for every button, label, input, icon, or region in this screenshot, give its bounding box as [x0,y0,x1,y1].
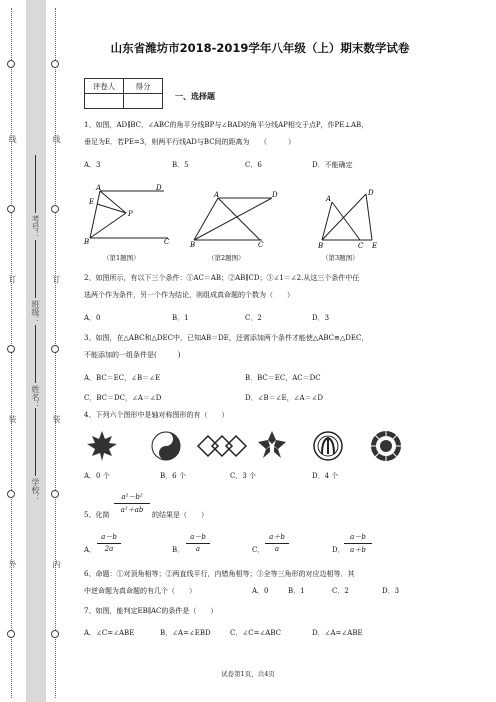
q5-option-c-fraction[interactable] [265,532,289,553]
fig1-label-d: D [156,184,162,192]
fig3-label-d: D [368,189,374,197]
q1-option-b[interactable]: B．5 [172,161,189,169]
school-label: 学校： [31,478,40,502]
score-cell[interactable] [124,94,163,109]
page-footer: 试卷第1页，共4页 [221,670,275,678]
class-label: 班级： [31,300,40,324]
question-2-line2: 选两个作为条件，另一个作为结论，则组成真命题的个数为（ ） [84,291,294,299]
q3-option-a[interactable]: A．BC＝EC，∠B＝∠E [84,374,161,382]
q7-option-a[interactable]: A．∠C=∠ABE [84,629,135,637]
q2-option-d[interactable]: D．3 [312,314,330,322]
fig2-label-a: A [214,191,220,199]
caption-figure-1: （第1题图） [103,254,140,262]
caption-figure-3: （第3题图） [322,254,359,262]
q1-option-d[interactable]: D．不能确定 [312,161,353,169]
outer-cut-line [11,8,13,698]
exam-id-blank[interactable] [35,155,37,213]
q1-option-a[interactable]: A．3 [84,161,101,169]
q1-option-c[interactable]: C．6 [245,161,262,169]
inner-marker-xian: 线 [52,135,61,143]
question-1-line1: 1、如图，AD∥BC，∠ABC的角平分线BP与∠BAD的角平分线AP相交于点P，作PE⊥AB， [84,121,369,129]
q5-option-d-letter[interactable]: D． [332,546,345,554]
grader-cell[interactable] [85,94,124,109]
exam-id-label: 考号： [31,215,40,239]
q4-option-c[interactable]: C．3 个 [230,472,257,480]
question-3-line1: 3、如图，在△ABC和△DEC中，已知AB＝DE，还需添加两个条件才能使△ABC≌△DEC， [84,334,369,342]
question-1-line2: 垂足为E．若PE=3，则两平行线AD与BC间的距离为 （ ） [84,138,296,146]
question-6-line2: 中逆命题为真命题的有几个（ ） [84,587,196,595]
q7-option-b[interactable]: B．∠A=∠EBD [160,629,211,637]
inner-circle [51,205,59,213]
inner-marker-nei: 内 [52,560,61,568]
fig2-label-b: B [190,241,196,248]
q5-option-a-fraction[interactable] [97,532,121,553]
question-3-line2: 不能添加的一组条件是( ) [84,351,181,359]
page-title: 山东省潍坊市2018-2019学年八年级（上）期末数学试卷 [110,41,410,55]
question-5-prefix: 5、化简 [84,511,110,519]
q4-option-b[interactable]: B．6 个 [160,472,186,480]
fig3-label-a: A [326,195,332,203]
q6-option-b[interactable]: B．1 [288,587,305,595]
outer-marker-ding: 订 [8,275,17,283]
q5-option-d-num: a－b [350,533,366,541]
q5-option-a-num: a－b [101,533,117,541]
inner-cut-line [55,8,57,698]
inner-circle [51,60,59,68]
q5-expression-den: a²＋ab [120,506,144,514]
q7-option-d[interactable]: D．∠A=∠ABE [312,629,363,637]
question-5-suffix: 的结果是（ ） [152,511,208,519]
fig2-label-c: C [258,241,264,248]
score-header: 得分 [124,79,163,94]
inner-marker-zhuang: 装 [52,415,61,423]
q2-option-a[interactable]: A．0 [84,314,101,322]
fig1-label-b: B [84,238,90,246]
outer-circle [7,60,15,68]
fig3-label-b: B [318,242,324,248]
question-7 [84,606,424,617]
q3-option-c[interactable]: C．BC＝DC，∠A＝∠D [84,394,162,402]
score-table [84,78,163,109]
sunburst-icon [371,431,401,461]
question-2-line1: 2、如图所示，有以下三个条件：①AC＝AB；②AB∥CD；③∠1＝∠2.从这三个条件中任 [84,274,360,282]
q7-option-c[interactable]: C．∠C=∠ABC [230,629,281,637]
q5-option-a-letter[interactable]: A． [84,546,97,554]
q5-option-b-den: a [195,545,201,553]
outer-circle [7,630,15,638]
q6-option-d[interactable]: D．3 [382,587,400,595]
figure-2 [190,190,280,248]
inner-circle [51,630,59,638]
q5-expression-num: a²－b² [121,493,143,501]
fig2-label-d: D [272,191,278,199]
question-4 [84,410,424,421]
q3-option-d[interactable]: D．∠B＝∠E，∠A＝∠D [245,394,323,402]
q4-option-d[interactable]: D．4 个 [312,472,339,480]
q6-option-c[interactable]: C．2 [332,587,349,595]
q5-option-b-num: a－b [190,533,206,541]
q5-option-b-fraction[interactable] [186,532,210,553]
q4-figures [84,428,444,464]
figure-3 [318,188,380,248]
outer-marker-xian: 线 [8,135,17,143]
outer-circle [7,345,15,353]
q2-option-c[interactable]: C．2 [245,314,262,322]
q3-option-b[interactable]: B．BC＝EC，AC＝DC [245,374,321,382]
q5-option-c-num: a＋b [269,533,285,541]
fig3-label-c: C [358,242,364,248]
question-7-line1: 7、如图，能判定EB∥AC的条件是（ ） [84,607,218,615]
q2-option-b[interactable]: B．1 [172,314,189,322]
inner-marker-ding: 订 [52,275,61,283]
fig1-label-a: A [96,184,102,192]
inner-circle [51,490,59,498]
name-blank[interactable] [35,325,37,383]
grader-header: 评卷人 [85,79,124,94]
class-blank[interactable] [35,240,37,298]
question-2 [84,273,424,301]
q5-option-a-den: 2a [104,545,114,553]
fig1-label-e: E [89,198,95,206]
name-label: 姓名： [31,385,40,409]
yin-yang-icon [152,432,180,460]
outer-marker-zhuang: 装 [8,415,17,423]
outer-circle [7,205,15,213]
q5-option-c-den: a [274,545,280,553]
q6-option-a[interactable]: A．0 [252,587,269,595]
section-heading: 一、选择题 [175,91,215,101]
q5-option-d-fraction[interactable] [344,532,372,555]
question-1 [84,120,424,148]
q5-option-b-letter[interactable]: B． [172,546,185,554]
maple-leaf-icon [87,431,117,461]
outer-marker-wai: 外 [8,560,17,568]
q5-expression [114,492,150,515]
outer-circle [7,490,15,498]
q5-option-c-letter[interactable]: C． [252,546,265,554]
q5-option-d-den: a＋b [350,546,366,554]
caption-figure-2: （第2题图） [208,254,245,262]
q4-option-a[interactable]: A．0 个 [84,472,110,480]
figure-1 [84,182,180,246]
inner-circle [51,345,59,353]
fig3-label-e: E [372,242,378,248]
question-3 [84,333,424,361]
question-4-line1: 4、下列六个图形中是轴对称图形的有（ ） [84,411,229,419]
question-6-line1: 6、命题：①对顶角相等；②两直线平行，内错角相等；③全等三角形的对应边相等．其 [84,570,355,578]
five-petal-flower-icon [258,431,286,458]
fig1-label-c: C [164,238,170,246]
fig1-label-p: P [128,210,133,218]
ring-emblem-icon [314,432,342,460]
school-blank[interactable] [35,408,37,476]
knot-chain-icon [198,436,246,456]
